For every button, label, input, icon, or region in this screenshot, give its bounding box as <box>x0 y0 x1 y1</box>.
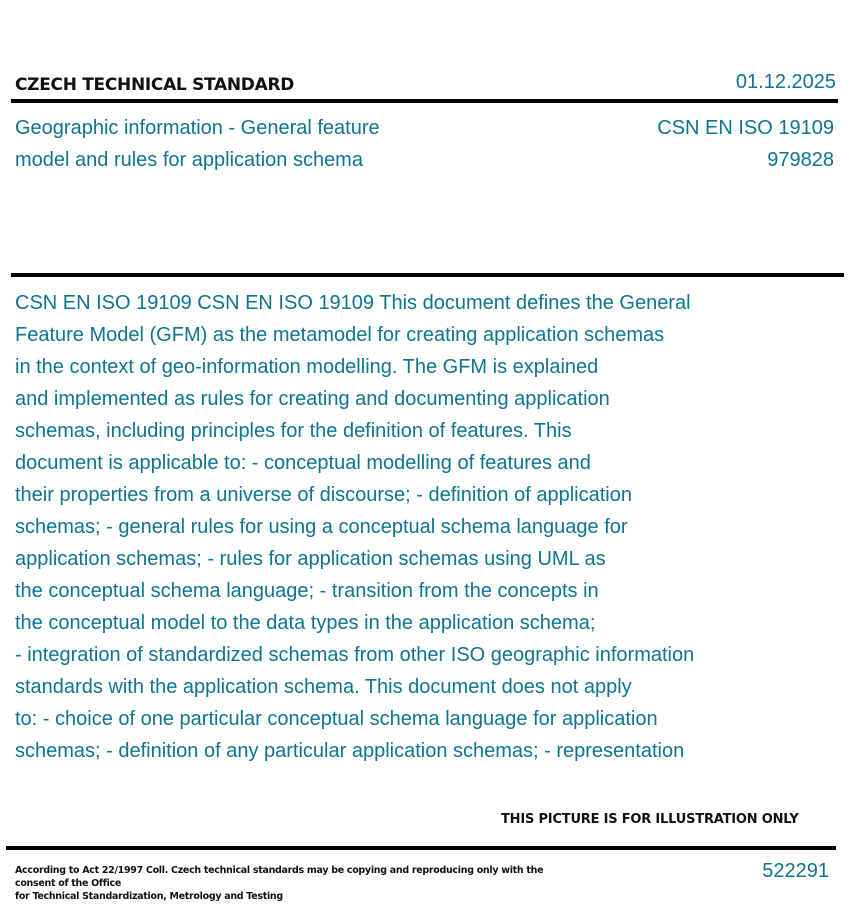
standard-label: CZECH TECHNICAL STANDARD <box>15 75 295 95</box>
illustration-note: THIS PICTURE IS FOR ILLUSTRATION ONLY <box>501 812 799 827</box>
middle-divider <box>11 273 844 277</box>
footer-code: 522291 <box>762 860 829 882</box>
bottom-divider <box>6 846 836 850</box>
document-title-line-2: model and rules for application schema <box>15 149 363 171</box>
publication-date: 01.12.2025 <box>735 71 836 93</box>
top-divider <box>11 99 838 103</box>
catalog-number: 979828 <box>767 149 834 171</box>
document-title-line-1: Geographic information - General feature <box>15 117 380 139</box>
standard-code: CSN EN ISO 19109 <box>657 117 834 139</box>
legal-notice: According to Act 22/1997 Coll. Czech technical standards may be copying and reproducing only with the consent of the Office for Technical Standardization, Metrology and Testing <box>15 865 544 902</box>
abstract-text: CSN EN ISO 19109 CSN EN ISO 19109 This document defines the General Feature Model (GFM) as the metamodel for creating application schemas in the context of geo-information modelling. The GFM is explained and implemented as rules for creating and documenting application schemas, including principles for the definition of features. This document is applicable to: - conceptual modelling of features and their properties from a universe of discourse; - definition of application schemas; - general rules for using a conceptual schema language for application schemas; - rules for application schemas using UML as the conceptual schema language; - transition from the concepts in the conceptual model to the data types in the application schema; - integration of standardized schemas from other ISO geographic information standards with the application schema. This document does not apply to: - choice of one particular conceptual schema language for application schemas; - definition of any particular application schemas; - representation <box>15 292 695 762</box>
